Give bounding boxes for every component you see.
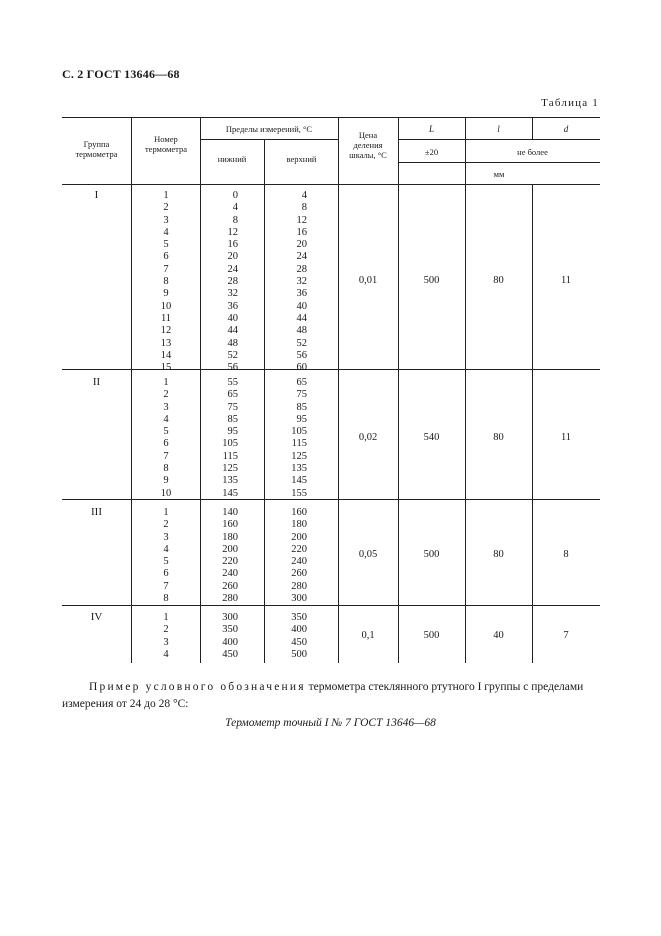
table-cell: 2: [163, 202, 169, 214]
table-cell: 200: [291, 531, 307, 543]
table-cell: 95: [227, 426, 238, 438]
table-cell: 48: [296, 325, 307, 337]
table-cell: 135: [222, 475, 238, 487]
table-cell: 400: [291, 624, 307, 636]
table-cell: 300: [222, 612, 238, 623]
table-cell: 52: [227, 349, 238, 361]
table-cell: 105: [291, 426, 307, 438]
table-cell: 24: [227, 263, 238, 275]
table-cell: 125: [222, 463, 238, 475]
table-cell: 160: [222, 519, 238, 531]
lower-limits: [200, 507, 264, 605]
header-upper: верхний: [286, 154, 317, 164]
diameter-d-value: 7: [563, 629, 569, 641]
table-cell: 12: [160, 325, 172, 337]
lower-limits: [200, 612, 264, 661]
table-cell: 350: [222, 624, 238, 636]
length-L-value: 500: [423, 275, 440, 287]
table-cell: 4: [301, 190, 307, 201]
table-cell: 32: [296, 276, 307, 288]
table-cell: 9: [163, 288, 169, 300]
col-divider-lower: [264, 139, 265, 663]
table-cell: 12: [227, 226, 238, 238]
table-cell: 48: [227, 337, 238, 349]
table-cell: 5: [163, 556, 169, 568]
diameter-d-value: 11: [560, 431, 572, 443]
table-cell: 85: [296, 401, 307, 413]
table-cell: 65: [227, 389, 238, 401]
header-division: Цена деления шкалы, °С: [349, 130, 387, 160]
example-text: термометра стеклянного ртутного I группы с пределами измерения от 24 до 28 °С:: [62, 681, 584, 710]
table-cell: 15: [160, 362, 172, 374]
table-cell: 260: [222, 580, 238, 592]
table-cell: 12: [296, 214, 307, 226]
table-cell: 2: [163, 389, 169, 401]
table-cell: 115: [291, 438, 307, 450]
table-cell: 52: [296, 337, 307, 349]
table-cell: 2: [163, 624, 169, 636]
table-cell: 3: [163, 636, 169, 648]
table-cell: 4: [163, 648, 169, 660]
table-cell: 1: [163, 377, 169, 388]
table-cell: 240: [291, 556, 307, 568]
col-divider-division: [398, 117, 399, 663]
length-l-value: 40: [493, 629, 504, 641]
table-cell: 7: [163, 580, 169, 592]
table-cell: 4: [232, 202, 238, 214]
division-value: 0,01: [358, 275, 378, 287]
header-limits: Пределы измерений, °С: [225, 124, 313, 134]
header-bottom-rule: [62, 184, 600, 185]
table-caption: Таблица 1: [541, 97, 599, 109]
header-L: L: [428, 124, 434, 134]
table-cell: 105: [222, 438, 238, 450]
group-label: II: [92, 376, 101, 388]
table-cell: 135: [291, 463, 307, 475]
table-cell: 240: [222, 568, 238, 580]
table-cell: 85: [227, 413, 238, 425]
table-cell: 220: [222, 556, 238, 568]
division-value: 0,02: [358, 431, 378, 443]
table-cell: 1: [163, 507, 169, 518]
table-cell: 450: [222, 648, 238, 660]
table-cell: 8: [232, 214, 238, 226]
table-cell: 10: [160, 487, 172, 499]
col-divider-l: [532, 184, 533, 663]
table-cell: 3: [163, 214, 169, 226]
header-not-more: не более: [517, 147, 548, 157]
table-cell: 220: [291, 543, 307, 555]
table-cell: 40: [296, 300, 307, 312]
header-number: Номер термометра: [144, 134, 188, 154]
unit-header-rule: [398, 162, 600, 163]
table-cell: 115: [222, 450, 238, 462]
table-cell: 36: [296, 288, 307, 300]
table-cell: 5: [163, 239, 169, 251]
diameter-d-value: 11: [560, 275, 572, 287]
thermometer-numbers: [133, 612, 199, 661]
thermometer-table: [62, 117, 600, 663]
table-top-rule: [62, 117, 600, 118]
length-L-value: 500: [423, 629, 440, 641]
table-cell: 16: [296, 226, 307, 238]
table-cell: 300: [291, 593, 307, 605]
table-cell: 180: [222, 531, 238, 543]
thermometer-numbers: [133, 190, 199, 374]
table-cell: 20: [296, 239, 307, 251]
table-cell: 1: [163, 190, 169, 201]
table-cell: 350: [291, 612, 307, 623]
page-header: С. 2 ГОСТ 13646—68: [62, 67, 180, 81]
col-divider-upper: [338, 117, 339, 663]
header-l: l: [497, 124, 500, 134]
example-paragraph: [62, 679, 602, 713]
table-cell: 7: [163, 450, 169, 462]
upper-limits: [269, 612, 335, 661]
table-cell: 16: [227, 239, 238, 251]
table-cell: 2: [163, 519, 169, 531]
table-cell: 75: [227, 401, 238, 413]
table-cell: 56: [296, 349, 307, 361]
length-L-value: 540: [423, 431, 440, 443]
table-cell: 5: [163, 426, 169, 438]
table-cell: 200: [222, 543, 238, 555]
header-unit: мм: [493, 169, 505, 179]
col-divider-group: [131, 117, 132, 663]
length-l-value: 80: [493, 431, 504, 443]
header-group: Группа термометра: [75, 139, 118, 159]
table-cell: 260: [291, 568, 307, 580]
length-L-value: 500: [423, 549, 440, 561]
table-cell: 125: [291, 450, 307, 462]
table-cell: 160: [291, 507, 307, 518]
table-cell: 10: [160, 300, 172, 312]
table-cell: 14: [160, 349, 172, 361]
table-cell: 450: [291, 636, 307, 648]
table-cell: 400: [222, 636, 238, 648]
thermometer-numbers: [133, 377, 199, 500]
table-cell: 8: [301, 202, 307, 214]
table-cell: 24: [296, 251, 307, 263]
group-label: IV: [90, 611, 103, 623]
upper-limits: [269, 190, 335, 374]
table-cell: 280: [222, 593, 238, 605]
table-cell: 7: [163, 263, 169, 275]
table-cell: 32: [227, 288, 238, 300]
table-cell: 280: [291, 580, 307, 592]
table-cell: 95: [296, 413, 307, 425]
group-label: III: [91, 506, 102, 518]
table-cell: 1: [163, 612, 169, 623]
table-cell: 8: [163, 463, 169, 475]
table-cell: 20: [227, 251, 238, 263]
header-lower: нижний: [217, 154, 247, 164]
table-cell: 55: [227, 377, 238, 388]
group-label: I: [94, 189, 99, 201]
table-cell: 11: [160, 312, 172, 324]
table-cell: 6: [163, 568, 169, 580]
table-cell: 9: [163, 475, 169, 487]
table-cell: 65: [296, 377, 307, 388]
table-cell: 44: [296, 312, 307, 324]
example-lead: Пример условного обозначения: [89, 681, 306, 693]
table-cell: 8: [163, 276, 169, 288]
example-designation: Термометр точный I № 7 ГОСТ 13646—68: [225, 717, 436, 729]
table-cell: 155: [291, 487, 307, 499]
table-cell: 180: [291, 519, 307, 531]
table-cell: 36: [227, 300, 238, 312]
table-cell: 3: [163, 401, 169, 413]
table-cell: 40: [227, 312, 238, 324]
table-cell: 145: [291, 475, 307, 487]
table-cell: 13: [160, 337, 172, 349]
dims-header-rule: [398, 139, 600, 140]
table-cell: 3: [163, 531, 169, 543]
thermometer-numbers: [133, 507, 199, 605]
length-l-value: 80: [493, 275, 504, 287]
table-cell: 56: [227, 362, 238, 374]
table-cell: 6: [163, 251, 169, 263]
lower-limits: [200, 190, 264, 374]
table-cell: 44: [227, 325, 238, 337]
upper-limits: [269, 507, 335, 605]
table-cell: 4: [163, 413, 169, 425]
table-cell: 60: [296, 362, 307, 374]
table-cell: 0: [232, 190, 238, 201]
table-cell: 28: [296, 263, 307, 275]
table-cell: 75: [296, 389, 307, 401]
division-value: 0,1: [361, 629, 375, 641]
table-cell: 4: [163, 543, 169, 555]
limits-header-rule: [200, 139, 338, 140]
lower-limits: [200, 377, 264, 500]
diameter-d-value: 8: [563, 549, 569, 561]
header-d: d: [563, 124, 569, 134]
table-cell: 145: [222, 487, 238, 499]
table-cell: 500: [291, 648, 307, 660]
upper-limits: [269, 377, 335, 500]
header-L-tolerance: ±20: [424, 147, 439, 157]
table-cell: 8: [163, 593, 169, 605]
col-divider-L: [465, 117, 466, 663]
table-cell: 140: [222, 507, 238, 518]
length-l-value: 80: [493, 549, 504, 561]
table-cell: 6: [163, 438, 169, 450]
table-cell: 28: [227, 276, 238, 288]
division-value: 0,05: [358, 549, 378, 561]
table-cell: 4: [163, 226, 169, 238]
